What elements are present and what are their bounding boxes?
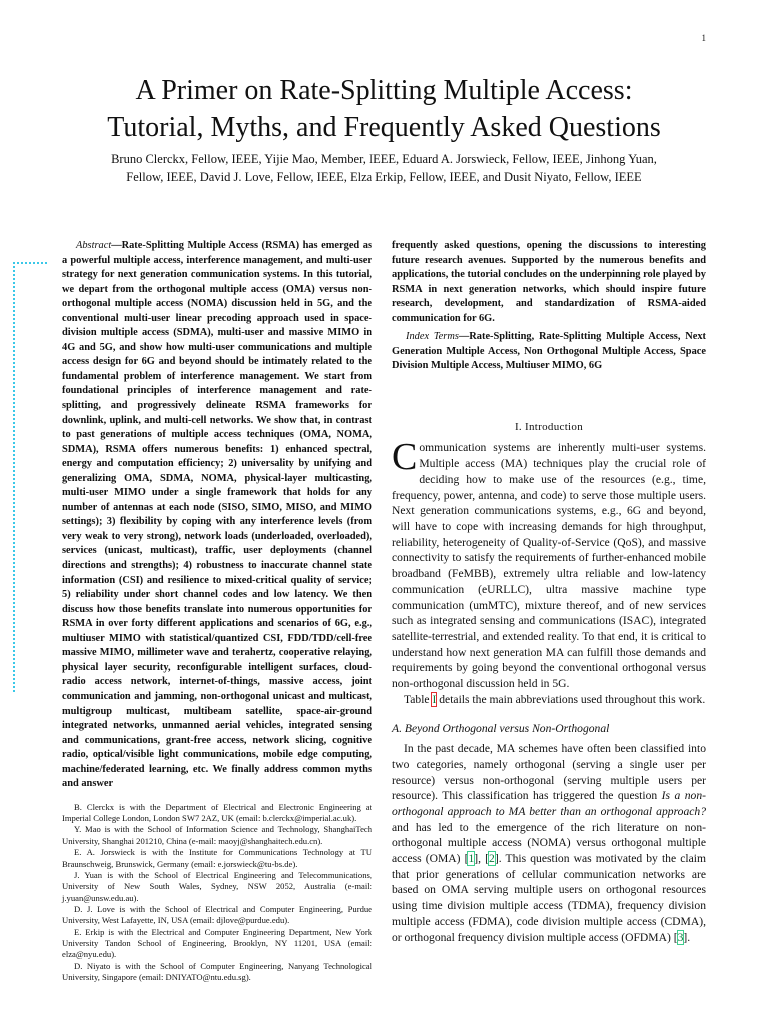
- intro-paragraph-1: [392, 436, 706, 691]
- footnote: Y. Mao is with the School of Information Science and Technology, ShanghaiTech University, Shanghai 201210, China (e-mail: maoyj@shanghaitech.edu.cn).: [62, 824, 372, 846]
- abstract-text: —Rate-Splitting Multiple Access (RSMA) has emerged as a powerful multiple access, interference management, and multi-user strategy for next generation communication systems. In this tutorial, we depart from the orthogonal multiple access (OMA) versus non-orthogonal multiple access (NOMA) discussion held in 5G, and the conventional multi-user linear precoding approach used in space-division multiple access (SDMA), multi-user and massive MIMO in 4G and 5G, and show how multi-user communications and multiple access design for 6G and beyond should be intimately related to the fundamental problem of interference management. We start from foundational principles of interference management and rate-splitting, and progressively delineate RSMA frameworks for downlink, uplink, and multi-cell networks. We show that, in contrast to past generations of multiple access techniques (OMA, NOMA, SDMA), RSMA offers numerous benefits: 1) enhanced spectral, energy and computation efficiency; 2) universality by unifying and generalizing OMA, SDMA, NOMA, physical-layer multicasting, multi-user MIMO under a single framework that holds for any number of antennas at each node (SISO, SIMO, MISO, and MIMO settings); 3) flexibility by coping with any interference levels (from very weak to very strong), network loads (underloaded, overloaded), services (unicast, multicast), traffic, user deployments (channel directions and strengths); 4) robustness to inaccurate channel state information (CSI) and resilience to mixed-critical quality of service; 5) reliability under short channel codes and low latency. We then discuss how those benefits translate into numerous opportunities for RSMA in over forty different applications and scenarios of 6G, e.g., multiuser MIMO with statistical/quantized CSI, FDD/TDD/cell-free massive MIMO, millimeter wave and terahertz, cooperative relaying, physical layer security, reconfigurable intelligent surfaces, cloud-radio access network, internet-of-things, massive access, joint communication and jamming, non-orthogonal unicast and multicast, multigroup multicast, multibeam satellite, space-air-ground integrated networks, unmanned aerial vehicles, integrated sensing and communications, grant-free access, network slicing, cognitive radio, optical/visible light communications, mobile edge computing, machine/federated learning, etc. We finally address common myths and answer: [62, 240, 372, 790]
- subsection-heading: A. Beyond Orthogonal versus Non-Orthogonal: [392, 722, 610, 736]
- paper-title: [0, 72, 768, 146]
- title-line-2: Tutorial, Myths, and Frequently Asked Questions: [107, 112, 661, 143]
- author-list: [60, 150, 708, 186]
- citation-link-2[interactable]: 2: [489, 852, 495, 866]
- subsection-question: Is a non-orthogonal approach to MA better than an orthogonal approach?: [392, 789, 707, 818]
- footnote: E. Erkip is with the Electrical and Computer Engineering Department, New York University Tandon School of Engineering, Brooklyn, NY 11201, USA (email: elza@nyu.edu).: [62, 926, 372, 960]
- footnote: J. Yuan is with the School of Electrical Engineering and Telecommunications, University of New South Wales, Sydney, NSW 2052, Australia (e-mail: j.yuan@unsw.edu.au).: [62, 869, 372, 903]
- title-line-1: A Primer on Rate-Splitting Multiple Access:: [135, 75, 633, 106]
- left-column: [62, 239, 372, 983]
- index-terms-label: Index Terms: [406, 331, 459, 343]
- subsection-paragraph: [392, 741, 706, 945]
- intro-paragraph-1-text: ommunication systems are inherently multi-user systems. Multiple access (MA) techniques play the crucial role of deciding how to make use of the resources (e.g., time, frequency, power, antenna, and code) to serve those multiple users. Next generation communications systems, e.g., 6G and beyond, will have to cope with increasing demands for high throughput, reliability, heterogeneity of Quality-of-Service (QoS), and massive connectivity to satisfy the requirements of further-enhanced mobile broadband (FeMBB), extremely ultra reliable and low-latency communication (eURLLC), ultra massive machine type communication (umMTC), mixture thereof, and of new services such as integrated sensing and communications (ISAC), integrated satellite-terrestrial, and extended reality. To that end, it is critical to understand how next generation MA can fulfill those demands and requirements by going beyond the conventional orthogonal versus non-orthogonal discussion held in 5G.: [392, 441, 706, 691]
- index-terms-text: —Rate-Splitting, Rate-Splitting Multiple Access, Next Generation Multiple Access, Non Orthogonal Multiple Access, Space Division Multiple Access, Multiuser MIMO, 6G: [392, 331, 707, 372]
- author-footnotes: [62, 802, 372, 984]
- subsection-text-b: and has led to the emergence of the rich literature on non-orthogonal multiple access (NOMA) versus orthogonal multiple access (OMA) [: [392, 820, 706, 866]
- introduction-body: [392, 436, 707, 945]
- citation-separator: ], [: [474, 852, 490, 866]
- subsection-text-c: ]. This question was motivated by the claim that prior generations of cellular communication networks are based on OMA serving multiple users on orthogonal resources using time division multiple access (TDMA), frequency division multiple access (FDMA), code division multiple access (CDMA), or orthogonal frequency division multiple access (OFDMA) [: [392, 852, 706, 944]
- authors-line-2: Fellow, IEEE, David J. Love, Fellow, IEEE, Elza Erkip, Fellow, IEEE, and Dusit Niyato, Fellow, IEEE: [126, 170, 642, 184]
- footnote: E. A. Jorswieck is with the Institute for Communications Technology at TU Braunschweig, Brunswick, Germany (email: e.jorswieck@tu-bs.de).: [62, 847, 372, 869]
- intro-paragraph-2-text: Table: [404, 692, 433, 706]
- citation-link-1[interactable]: 1: [468, 852, 475, 866]
- subsection-text-a: In the past decade, MA schemes have often been classified into two categories, namely orthogonal (serving a single user per resource) versus non-orthogonal (serving multiple users per resource). This classification has triggered the question: [392, 742, 706, 803]
- drop-cap: C: [392, 436, 418, 479]
- section-heading-introduction: I. Introduction: [514, 420, 584, 433]
- footnote: D. Niyato is with the School of Computer Engineering, Nanyang Technological University, Singapore (email: DNIYATO@ntu.edu.sg).: [62, 960, 372, 982]
- index-terms: [392, 330, 706, 374]
- abstract-label: Abstract: [76, 240, 112, 251]
- authors-line-1: Bruno Clerckx, Fellow, IEEE, Yijie Mao, Member, IEEE, Eduard A. Jorswieck, Fellow, IEEE, Jinhong Yuan,: [111, 152, 657, 166]
- footnote: D. J. Love is with the School of Electrical and Computer Engineering, Purdue University, West Lafayette, IN, USA (email: djlove@purdue.edu).: [62, 903, 372, 926]
- right-column: [392, 239, 706, 945]
- selection-marker-left: [13, 262, 15, 692]
- footnote: B. Clerckx is with the Department of Electrical and Electronic Engineering at Imperial College London, London SW7 2AZ, UK (email: b.clerckx@imperial.ac.uk).: [62, 801, 372, 824]
- table-reference-link[interactable]: I: [432, 692, 437, 706]
- page-number: 1: [701, 33, 706, 43]
- abstract: [62, 239, 372, 792]
- citation-link-3[interactable]: 3: [677, 930, 684, 944]
- abstract-continued: frequently asked questions, opening the discussions to interesting future research avenues. Supported by the numerous benefits and applications, the tutorial concludes on the underpinning role played by RSMA in next generation networks, which should inspire future research, development, and standardization of RSMA-aided communication for 6G.: [392, 240, 706, 324]
- intro-paragraph-2-text-end: details the main abbreviations used throughout this work.: [436, 692, 706, 706]
- selection-marker-top: [13, 262, 47, 264]
- subsection-text-d: ].: [683, 930, 691, 944]
- intro-paragraph-2: [392, 692, 706, 708]
